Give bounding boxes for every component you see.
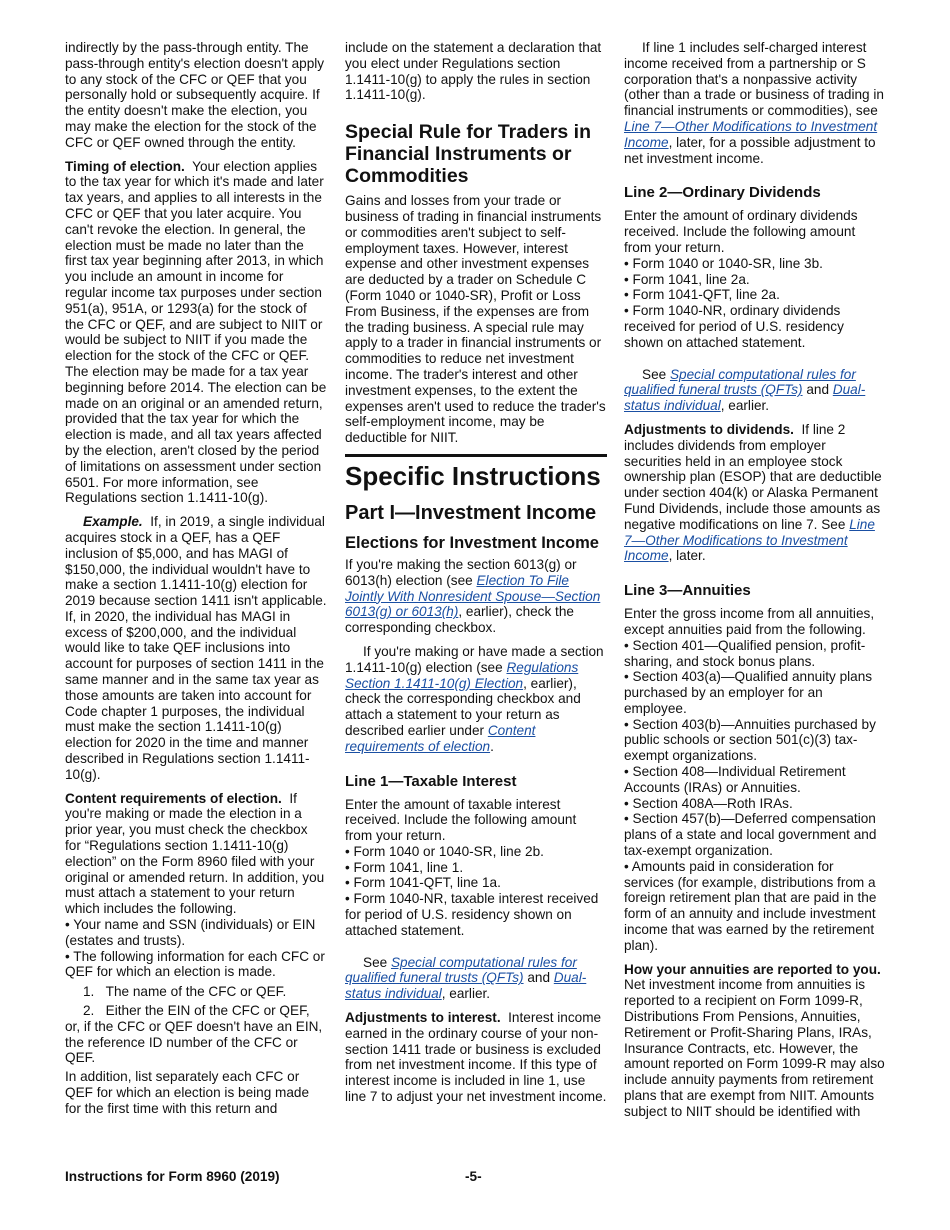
section-heading: Special Rule for Traders in Financial Instruments or Commodities (345, 121, 591, 188)
cross-reference-link[interactable]: Line 7—Other Modifications to Investment Income (624, 118, 878, 150)
cross-reference-link[interactable]: Election To File Jointly With Nonresident Spouse—Section 6013(g) or 6013(h) (345, 572, 601, 620)
list-item: • Form 1040 or 1040-SR, line 2b. (345, 844, 607, 860)
bullet-list (624, 256, 886, 351)
list-item: • Form 1041-QFT, line 1a. (345, 875, 607, 891)
list-item: • Section 408A—Roth IRAs. (624, 796, 886, 812)
line-heading: Line 1—Taxable Interest (345, 772, 517, 790)
paragraph: Enter the amount of ordinary dividends received. Include the following amount from your return. (624, 208, 858, 255)
run-in-heading: Content requirements of election. (65, 790, 282, 806)
cross-reference-link[interactable]: Special computational rules for qualified funeral trusts (QFTs) (345, 954, 577, 986)
paragraph: If you're making the section 6013(g) or 6013(h) election (see Election To File Jointly With Nonresident Spouse—Section 6013(g) or 6013(h), earlier), check the corresponding checkbox. (345, 556, 601, 636)
line-heading: Line 3—Annuities (624, 582, 751, 600)
list-item: • Section 403(b)—Annuities purchased by public schools or section 501(c)(3) tax-exempt organizations. (624, 717, 886, 764)
content-requirements-paragraph: Content requirements of election. If you're making or made the election in a prior year, you must check the checkbox for “Regulations section 1.1411-10(g) election” on the Form 8960 filed with your original or amended return. In addition, you must attach a statement to your return which includes the following. (65, 790, 325, 917)
timing-of-election-paragraph: Timing of election. Your election applies to the tax year for which it's made and later tax years, and applies to all interests in the CFC or QEF that you later acquire. You can't revoke the election. In general, the election must be made no later than the first tax year beginning after 2013, in which you include an amount in income for regular income tax purposes under section 951(a), 951A, or 1293(a) for the stock of the CFC or QEF, and are subject to NIIT or would be subject to NIIT if you made the election for the stock of the CFC or QEF. The election may be made for a tax year beginning before 2014. The election can be made on an original or an amended return, provided that the tax year for which the election is made, and all tax years affected by the election, aren't closed by the period of limitations on assessment under section 6501. For more information, see Regulations section 1.1411-10(g). (65, 158, 327, 506)
footer-form-title: Instructions for Form 8960 (2019) (65, 1169, 280, 1184)
page-section-title: Specific Instructions (345, 454, 607, 491)
list-item: • Section 401—Qualified pension, profit-sharing, and stock bonus plans. (624, 638, 886, 670)
list-item: 2. Either the EIN of the CFC or QEF, or, if the CFC or QEF doesn't have an EIN, the reference ID number of the CFC or QEF. (65, 1003, 323, 1066)
list-item: • Amounts paid in consideration for services (for example, distributions from a foreign retirement plan that are paid in the form of an annuity and include investment income that was earned by the retirement plan). (624, 859, 886, 954)
paragraph: See Special computational rules for qualified funeral trusts (QFTs) and Dual-status individual, earlier. (624, 366, 866, 414)
list-item: • Section 403(a)—Qualified annuity plans purchased by an employer for an employee. (624, 669, 886, 716)
list-item: • Form 1041, line 1. (345, 860, 607, 876)
list-item: • Section 408—Individual Retirement Accounts (IRAs) or Annuities. (624, 764, 886, 796)
list-item: • Form 1040-NR, taxable interest received for period of U.S. residency shown on attached statement. (345, 891, 607, 938)
paragraph: Gains and losses from your trade or business of trading in financial instruments or commodities aren't subject to self-employment taxes. However, interest expense and other investment expenses are deducted by a trader on Schedule C (Form 1040 or 1040-SR), Profit or Loss From Business, if the expenses are from the trading business. A special rule may apply to a trader in financial instruments or commodities to reduce net investment income. The trader's interest and other investment expenses, to the extent the expenses aren't used to reduce the trader's self-employment income, may be deductible for NIIT. (345, 193, 606, 446)
list-item: • Form 1041, line 2a. (624, 272, 886, 288)
cross-reference-link[interactable]: Line 7—Other Modifications to Investment Income (624, 516, 875, 564)
list-item: • Form 1040-NR, ordinary dividends received for period of U.S. residency shown on attached statement. (624, 303, 886, 350)
how-annuities-reported-paragraph: How your annuities are reported to you. Net investment income from annuities is reported to a recipient on Form 1099-R, Distributions From Pensions, Annuities, Retirement or Profit-Sharing Plans, IRAs, Insurance Contracts, etc. However, the amount reported on Form 1099-R may also include annuity payments from retirement plans that are exempt from NIIT. Amounts subject to NIIT should be identified with (624, 961, 885, 1119)
bullet-list (65, 917, 327, 980)
cross-reference-link[interactable]: Dual-status individual (345, 970, 587, 1002)
list-item: • Section 457(b)—Deferred compensation plans of a state and local government and tax-exempt organization. (624, 811, 886, 858)
page-number: -5- (465, 1169, 482, 1184)
adjustments-to-dividends-paragraph: Adjustments to dividends. If line 2 includes dividends from employer securities held in an employee stock ownership plan (ESOP) that are deductible under section 404(k) or Alaska Permanent Fund Dividends, include those amounts as negative modifications on line 7. See Line 7—Other Modifications to Investment Income, later. (624, 421, 882, 564)
paragraph: If you're making or have made a section 1.1411-10(g) election (see Regulations Section 1.1411-10(g) Election, earlier), check the corresponding checkbox and attach a statement to your return as described earlier under Content requirements of election. (345, 643, 604, 754)
paragraph: Enter the amount of taxable interest received. Include the following amount from your return. (345, 796, 577, 844)
paragraph: In addition, list separately each CFC or QEF for which an election is being made for the first time with this return and (65, 1069, 310, 1116)
column-3 (624, 40, 886, 1128)
adjustments-to-interest-paragraph: Adjustments to interest. Interest income earned in the ordinary course of your non-section 1411 trade or business is excluded from net investment income. If this type of interest income is included in line 1, use line 7 to adjust your net investment income. (345, 1010, 607, 1105)
column-1 (65, 40, 327, 1125)
line-heading: Line 2—Ordinary Dividends (624, 184, 821, 202)
list-item: • The following information for each CFC or QEF for which an election is made. (65, 949, 327, 981)
bullet-list (624, 638, 886, 954)
paragraph: If line 1 includes self-charged interest income received from a partnership or S corporation that's a nonpassive activity (other than a trade or business of trading in financial instruments or commodities), see Line 7—Other Modifications to Investment Income, later, for a possible adjustment to net investment income. (624, 40, 884, 166)
run-in-heading: Example. (83, 514, 143, 530)
example-paragraph: Example. If, in 2019, a single individual acquires stock in a QEF, has a QEF inclusion of $5,000, and has MAGI of $150,000, the individual wouldn't have to make a section 1.1411-10(g) election for 2019 because section 1411 isn't applicable. If, in 2020, the individual has MAGI in excess of $200,000, and the individual would like to take QEF inclusions into account for purposes of section 1411 in the same manner and in the same tax year as those amounts are taken into account for Code chapter 1 purposes, the individual must make the section 1.1411-10(g) election for 2020 in the time and manner described in Regulations section 1.1411-10(g). (65, 514, 327, 782)
part-heading: Part I—Investment Income (345, 501, 597, 524)
cross-reference-link[interactable]: Special computational rules for qualified funeral trusts (QFTs) (624, 366, 856, 398)
subsection-heading: Elections for Investment Income (345, 533, 599, 552)
cross-reference-link[interactable]: Content requirements of election (345, 722, 536, 754)
bullet-list (345, 844, 607, 939)
cross-reference-link[interactable]: Regulations Section 1.1411-10(g) Election (345, 659, 579, 691)
list-item: • Form 1040 or 1040-SR, line 3b. (624, 256, 886, 272)
paragraph: Enter the gross income from all annuities, except annuities paid from the following. (624, 606, 875, 637)
run-in-heading: Timing of election. (65, 158, 185, 174)
paragraph: include on the statement a declaration that you elect under Regulations section 1.1411-10(g) to apply the rules in section 1.1411-10(g). (345, 40, 602, 103)
paragraph: indirectly by the pass-through entity. The pass-through entity's election doesn't apply to any stock of the CFC or QEF that you personally hold or subsequently acquire. If the entity doesn't make the election, you may make the election for the stock of the CFC or QEF owned through the entity. (65, 40, 325, 150)
cross-reference-link[interactable]: Dual-status individual (624, 382, 866, 414)
list-item: 1. The name of the CFC or QEF. (83, 984, 287, 1000)
column-2 (345, 40, 607, 1113)
list-item: • Form 1041-QFT, line 2a. (624, 287, 886, 303)
run-in-heading: Adjustments to interest. (345, 1010, 501, 1026)
paragraph: See Special computational rules for qualified funeral trusts (QFTs) and Dual-status individual, earlier. (345, 954, 587, 1002)
run-in-heading: How your annuities are reported to you. (624, 961, 881, 977)
numbered-list (65, 984, 327, 1066)
run-in-heading: Adjustments to dividends. (624, 421, 794, 437)
list-item: • Your name and SSN (individuals) or EIN (estates and trusts). (65, 917, 327, 949)
